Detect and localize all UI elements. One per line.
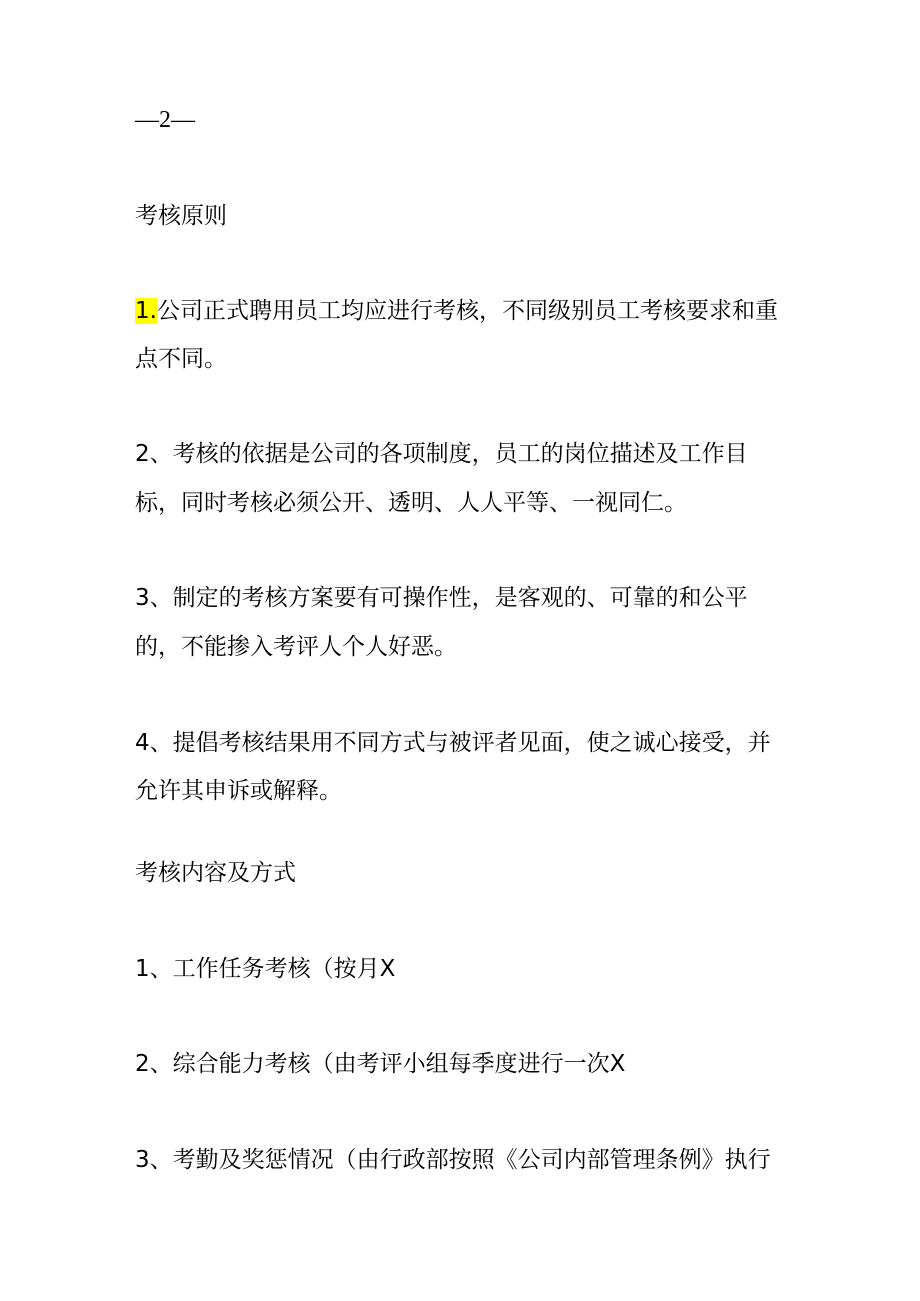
highlighted-list-marker: 1.	[135, 298, 157, 324]
content-item-1: 1、工作任务考核（按月X	[135, 956, 396, 982]
principle-item-1-line-1	[135, 294, 778, 328]
principle-item-3-line-2: 的，不能掺入考评人个人好恶。	[135, 634, 457, 660]
content-item-3: 3、考勤及奖惩情况（由行政部按照《公司内部管理条例》执行	[135, 1147, 771, 1173]
section-heading-content-method: 考核内容及方式	[135, 860, 296, 886]
principle-item-4-line-1: 4、提倡考核结果用不同方式与被评者见面，使之诚心接受，并	[135, 730, 771, 756]
principle-item-2-line-2: 标，同时考核必须公开、透明、人人平等、一视同仁。	[135, 490, 687, 516]
principle-item-2-line-1: 2、考核的依据是公司的各项制度，员工的岗位描述及工作目	[135, 441, 748, 467]
page-number: —2—	[135, 107, 195, 133]
principle-item-1-line-2: 点不同。	[135, 346, 227, 372]
content-item-2: 2、综合能力考核（由考评小组每季度进行一次X	[135, 1051, 626, 1077]
section-heading-principles: 考核原则	[135, 203, 227, 229]
principle-item-4-line-2: 允许其申诉或解释。	[135, 778, 342, 804]
principle-item-3-line-1: 3、制定的考核方案要有可操作性，是客观的、可靠的和公平	[135, 585, 748, 611]
principle-item-1-text: 公司正式聘用员工均应进行考核，不同级别员工考核要求和重	[156, 298, 778, 324]
